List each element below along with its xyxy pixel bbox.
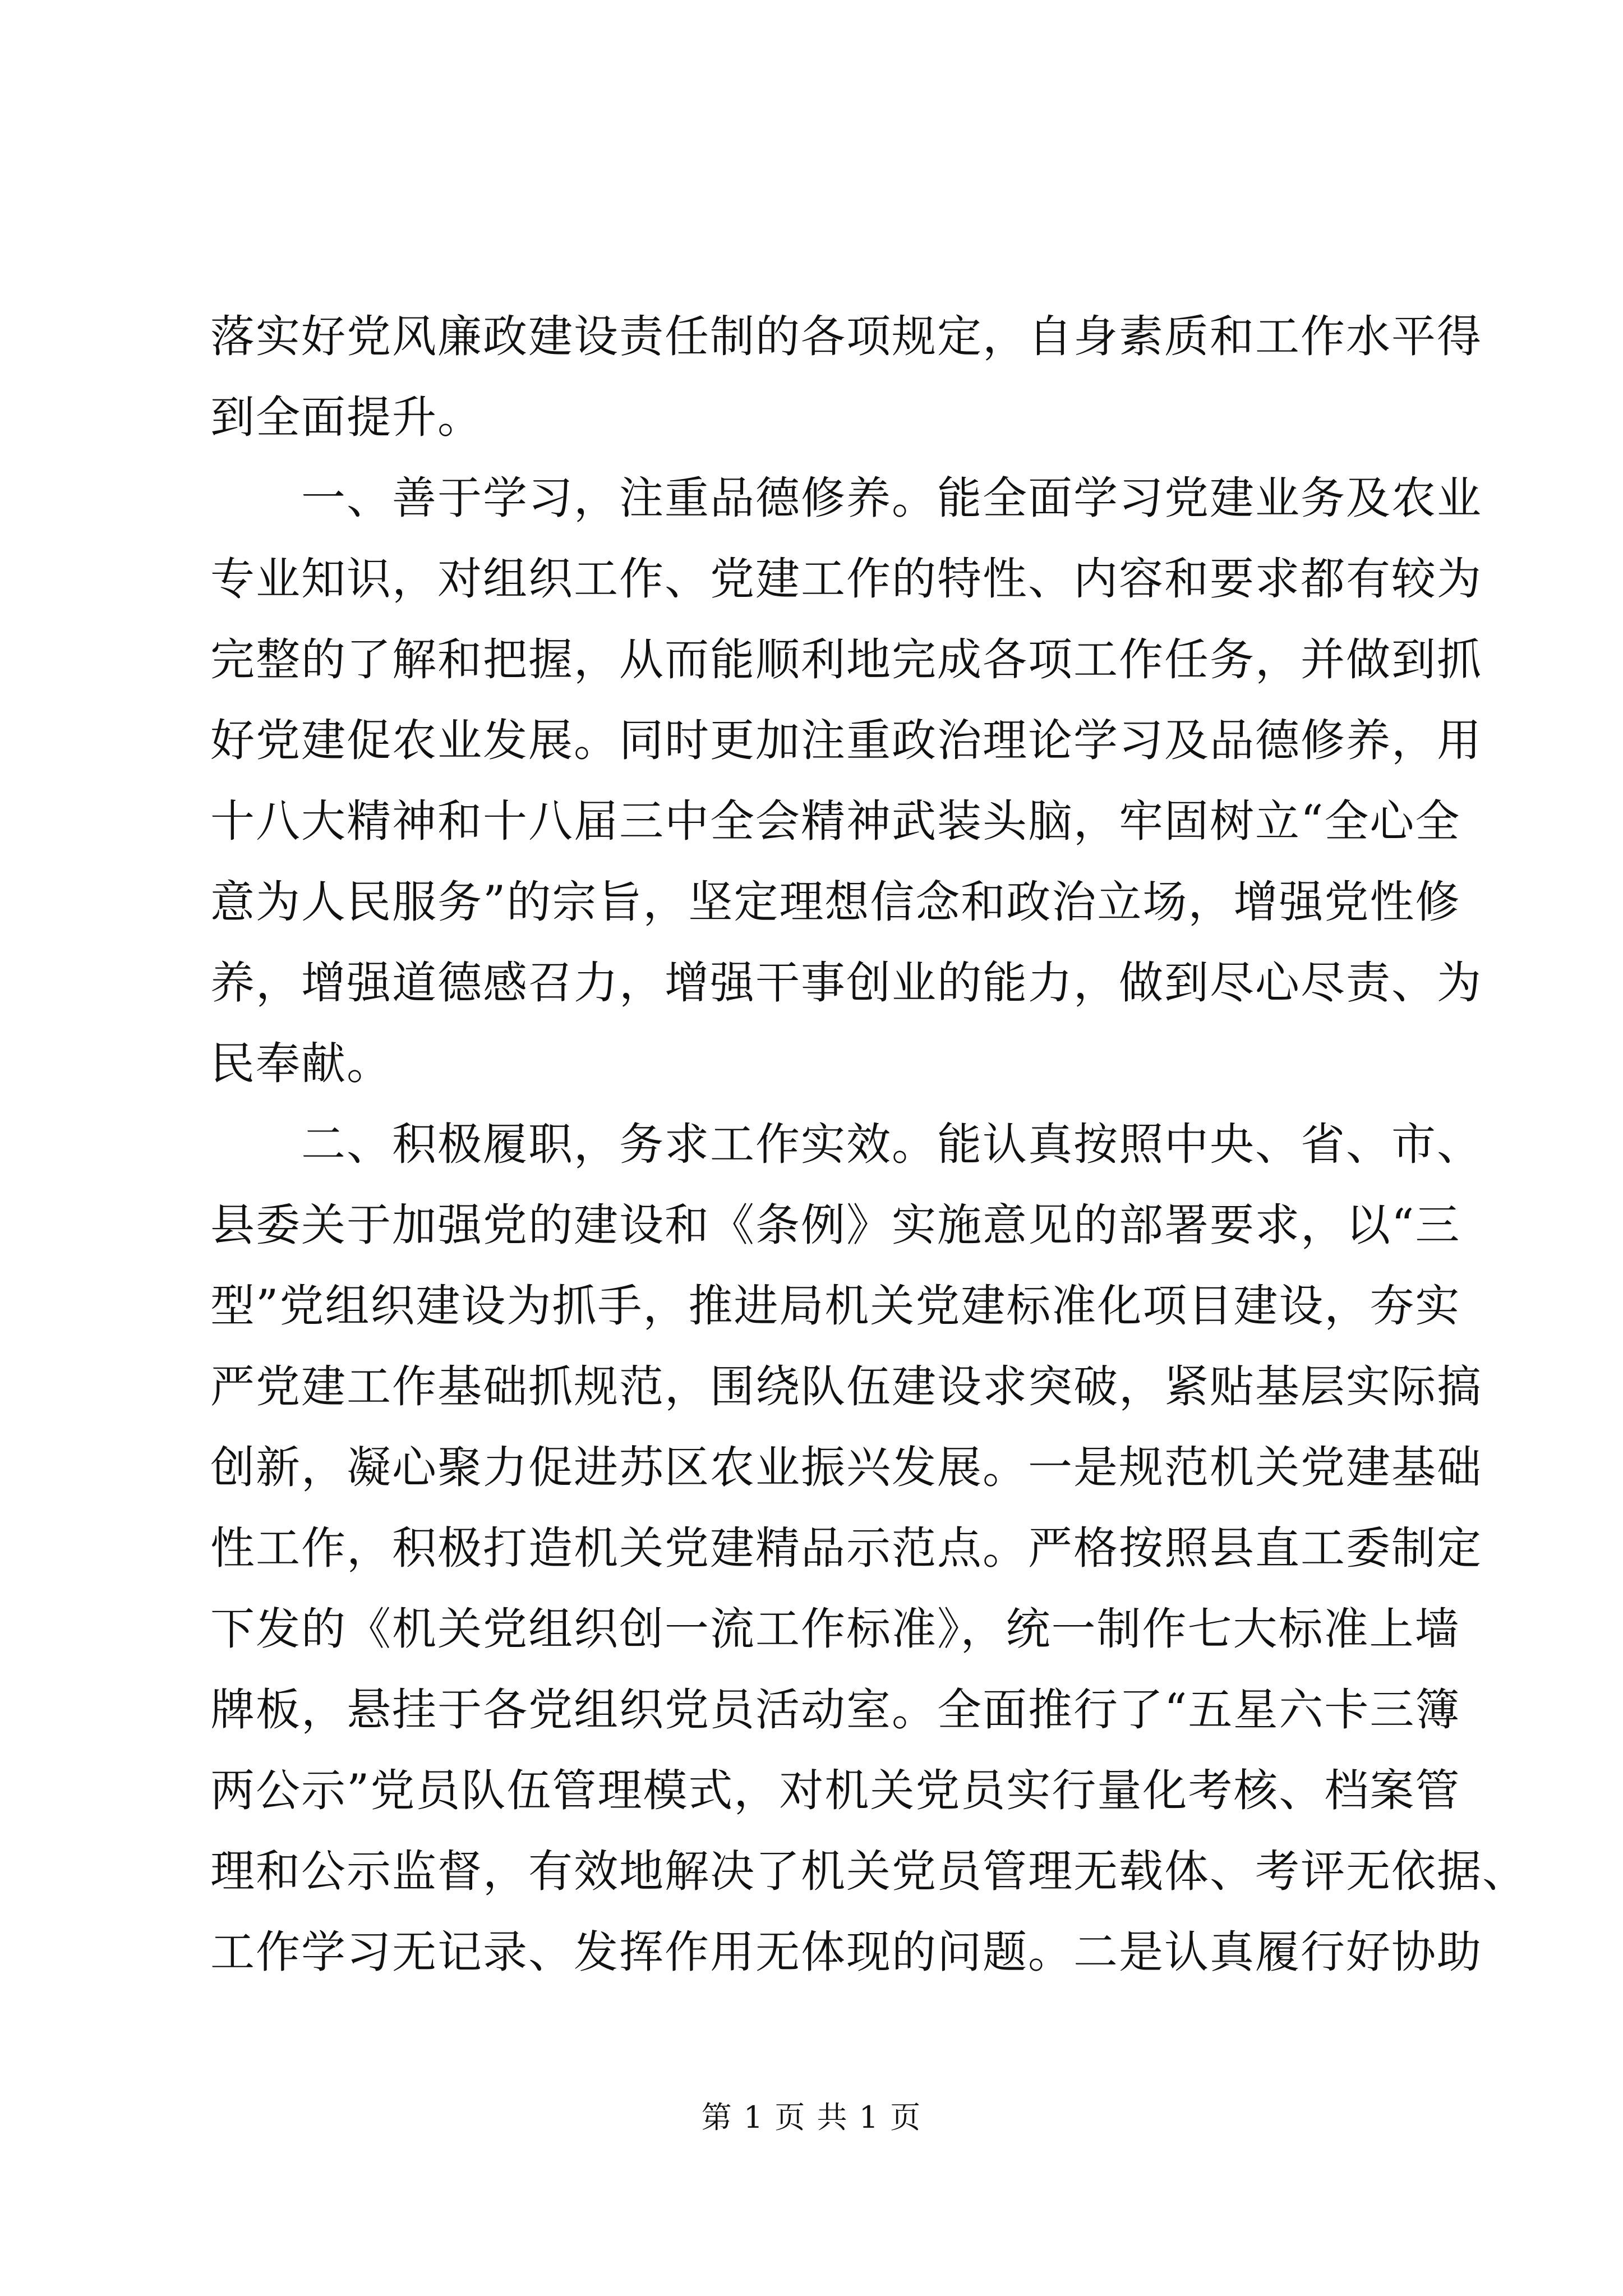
text-line: 意为人民服务”的宗旨，坚定理想信念和政治立场，增强党性修 bbox=[210, 876, 1461, 928]
text-line: 型”党组织建设为抓手，推进局机关党建标准化项目建设，夯实 bbox=[210, 1280, 1461, 1332]
text-line: 民奉献。 bbox=[210, 1038, 392, 1089]
paragraph-first-line: 二、积极履职，务求工作实效。能认真按照中央、省、市、 bbox=[301, 1119, 1482, 1170]
text-line: 创新，凝心聚力促进苏区农业振兴发展。一是规范机关党建基础 bbox=[210, 1442, 1482, 1493]
page-footer bbox=[0, 2098, 1623, 2137]
document-body bbox=[210, 296, 1528, 1993]
text-line: 严党建工作基础抓规范，围绕队伍建设求突破，紧贴基层实际搞 bbox=[210, 1361, 1482, 1412]
text-line: 到全面提升。 bbox=[210, 392, 483, 443]
text-line: 性工作，积极打造机关党建精品示范点。严格按照县直工委制定 bbox=[210, 1522, 1482, 1574]
text-line: 两公示”党员队伍管理模式，对机关党员实行量化考核、档案管 bbox=[210, 1765, 1461, 1816]
text-line: 县委关于加强党的建设和《条例》实施意见的部署要求，以“三 bbox=[210, 1199, 1461, 1251]
page-number-label: 第 1 页 共 1 页 bbox=[701, 2100, 922, 2135]
paragraph-first-line: 一、善于学习，注重品德修养。能全面学习党建业务及农业 bbox=[301, 472, 1482, 524]
text-line: 好党建促农业发展。同时更加注重政治理论学习及品德修养，用 bbox=[210, 715, 1482, 766]
text-line: 落实好党风廉政建设责任制的各项规定，自身素质和工作水平得 bbox=[210, 311, 1482, 362]
text-line: 下发的《机关党组织创一流工作标准》，统一制作七大标准上墙 bbox=[210, 1603, 1460, 1655]
text-line: 工作学习无记录、发挥作用无体现的问题。二是认真履行好协助 bbox=[210, 1926, 1482, 1978]
text-line: 十八大精神和十八届三中全会精神武装头脑，牢固树立“全心全 bbox=[210, 795, 1461, 847]
text-line: 专业知识，对组织工作、党建工作的特性、内容和要求都有较为 bbox=[210, 553, 1482, 605]
text-line: 养，增强道德感召力，增强干事创业的能力，做到尽心尽责、为 bbox=[210, 957, 1482, 1009]
text-line: 理和公示监督，有效地解决了机关党员管理无载体、考评无依据、 bbox=[210, 1846, 1528, 1897]
text-line: 完整的了解和把握，从而能顺利地完成各项工作任务，并做到抓 bbox=[210, 634, 1482, 685]
text-line: 牌板，悬挂于各党组织党员活动室。全面推行了“五星六卡三簿 bbox=[210, 1684, 1461, 1736]
